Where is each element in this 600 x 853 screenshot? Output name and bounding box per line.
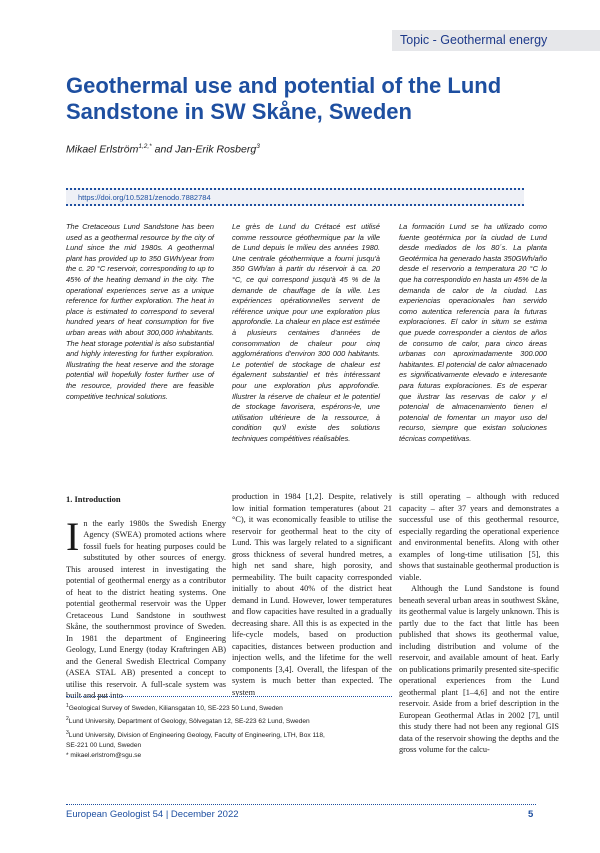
affiliation-1-text: Geological Survey of Sweden, Kiliansgatan 10, SE-223 50 Lund, Sweden [68,705,283,713]
affiliation-2 [66,714,392,727]
section-heading: 1. Introduction [66,494,121,504]
affiliation-1 [66,701,392,714]
affiliation-1-marker: 1 [66,703,69,709]
author-join: and Jan-Erik Rosberg [151,143,257,156]
article-title: Geothermal use and potential of the Lund Sandstone in SW Skåne, Sweden [66,73,502,124]
doi-box [66,188,524,206]
drop-cap: I [66,513,80,559]
affiliation-3-marker: 3 [66,729,69,736]
author-1: Mikael Erlström [66,143,139,156]
column-3-paragraph-2: Although the Lund Sandstone is found beneath several urban areas in southwest Skåne, its geothermal value is largely unknown. This is partly due to the fact that little has been published that shows its geothermal value, including distribution and volume of the reservoir, and available amount of heat. Early on publications primarily presented site-specific operational experiences from the Lund geothermal plant [1–4,6] and not the entire reservoir. Aside from a brief description in the European Geothermal Atlas in 2002 [7], until this study there had not been any regional GIS data of the reservoir showing the depths and the gross volume for the calcu- [399,584,559,754]
author-1-affiliation: 1,2,* [138,143,152,150]
abstract-english: The Cretaceous Lund Sandstone has been used as a geothermal resource by the city of Lund since the mid 1980s. A geothermal plant has provided up to 350 GWh/year from the c. 20 °C reservoir, corresponding to up to 45% of the heating demand in the city. The operational experiences serve as a unique reference for further exploration. The heat in place is estimated to correspond to several hundred years of heat consumption for five urban areas with about 300,000 inhabitants. The heat storage potential is also substantial and highly interesting for further exploration. Illustrating the heat reserve and the storage potential will hopefully foster further use of the resource, provided there are feasible competitive technical solutions. [66,222,214,401]
affiliation-3 [66,728,392,741]
body-column-1 [66,494,226,702]
column-3-paragraph-1: is still operating – although with reduced capacity – after 37 years and demonstrates a successful use of this geothermal resource, especially regarding the operational experience and environmental benefits. Along with other examples of long-time utilisation [5], this shows that sustainable geothermal production is viable. [399,492,559,582]
affiliation-3-text: Lund University, Division of Engineering Geology, Faculty of Engineering, LTH, Box 118, [68,731,325,739]
affiliation-3-continued: SE-221 00 Lund, Sweden [66,742,142,750]
author-2-affiliation: 3 [256,143,260,150]
intro-text: n the early 1980s the Swedish Energy Agency (SWEA) promoted actions where fossil fuels for heating purposes could be substituted by other sources of energy. This aroused interest in investigating the potential of geothermal energy as a contributor of heat to the district heating systems. One potential geothermal reservoir was the Upper Cretaceous Lund Sandstone in southwest Skåne, the southernmost province of Sweden. In 1981 the department of Engineering Geology, Lund Energy (today Kraftringen AB) and the General Swedish Electrical Company (ASEA STAL AB) presented a concept to utilise this reservoir. A full-scale system was built and put into [66,518,226,700]
body-column-3 [399,491,559,756]
abstract-spanish: La formación Lund se ha utilizado como fuente geotérmica por la ciudad de Lund desde mediados de los 80´s. La planta Geotérmica ha generado hasta 350GWh/año desde el reservorio a temperatura 20 °C lo que ha correspondido en hasta un 45% de la demanda de calor de la ciudad. Las experiencias operacionales han servido como autentica referencia para la futuras exploraciones. El calor in situm se estima que puede corresponder a cientos de años de consumo de calor, para cinco áreas urbanas con aproximadamente 300.000 habitantes. El potencial de calor almacenado es significativamente elevado e interesante para futuras exploraciones. Es de esperar que ilustrar las reservas de calor y el potencial de almacenamiento tienen el potencial de fomentar un mayor uso del recurso, siempre que existan soluciones técnicas competitivas. [399,222,547,443]
affiliation-2-marker: 2 [66,716,69,723]
body-column-2 [232,491,392,698]
footer-divider [66,804,536,805]
affiliations-box [66,696,392,760]
abstract-french: Le grès de Lund du Crétacé est utilisé comme ressource géothermique par la ville de Lund depuis le milieu des années 1980. Une centrale géothermique a fourni jusqu'à 350 GWh/an à partir du réservoir à ca. 20 °C, ce qui correspond jusqu'à 45 % de la demande de chauffage de la ville. Les expériences opérationnelles servent de référence unique pour une exploration plus approfondie. La chaleur en place est estimée à plusieurs centaines d'années de consommation de chaleur pour cinq agglomérations d'environ 300 000 habitants. Le potentiel de stockage de chaleur est également substantiel et très intéressant pour une exploration plus approfondie. Illustrer la réserve de chaleur et le potentiel de stockage favorisera, espérons-le, une utilisation ultérieure de la ressource, à condition qu'il existe des solutions techniques compétitives réalisables. [232,222,380,443]
author-line [66,143,466,156]
footer-journal: European Geologist 54 | December 2022 [66,809,239,820]
intro-paragraph [66,513,226,702]
corresponding-email[interactable]: * mikael.erlstrom@sgu.se [66,752,142,760]
page-number: 5 [528,809,534,820]
doi-link[interactable]: https://doi.org/10.5281/zenodo.7882784 [78,193,211,202]
affiliation-2-text: Lund University, Department of Geology, Sölvegatan 12, SE-223 62 Lund, Sweden [68,718,310,726]
column-2-text: production in 1984 [1,2]. Despite, relatively low initial formation temperatures (about 21 °C), it was economically feasible to utilise the reservoir for geothermal heat to the city of Lund. This was largely related to a significant gross thickness of several hundred metres, a high net sand share, high porosity, and permeability. The built capacity corresponded initially to about 40% of the district heat demand in Lund. However, lower temperatures and flow capacities have resulted in a gradually decreasing share. All this is as expected in the life-cycle models, based on production capacities, distances between production and injection wells, and the lifetime for the well components [3,4]. Overall, the lifespan of the system is much better than expected. The system [232,492,392,697]
topic-tag: Topic - Geothermal energy [392,30,600,51]
